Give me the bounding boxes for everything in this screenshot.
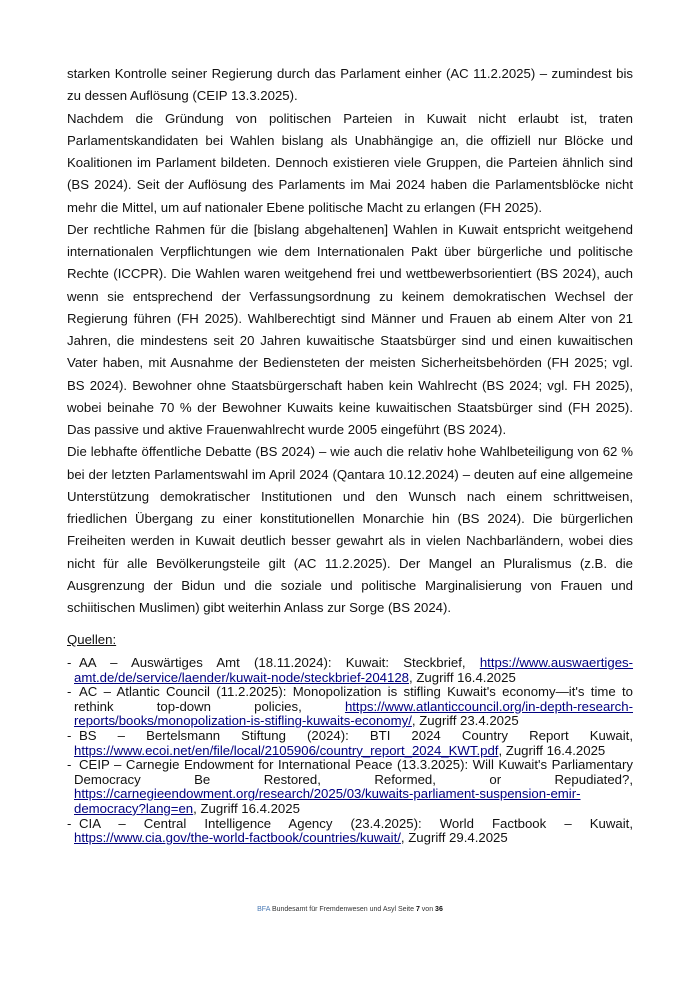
paragraph: Der rechtliche Rahmen für die [bislang abgehaltenen] Wahlen in Kuwait entspricht weitgehend internationalen Verpflichtungen wie dem Internationalen Pakt über bürgerliche und politische Rechte (ICCPR). Die Wahlen waren weitgehend frei und wettbewerbsorientiert (BS 2024), auch wenn sie entsprechend der Verfassungsordnung zu keinem demokratischen Wechsel der Regierung führen (FH 2025). Wahlberechtigt sind Männer und Frauen ab einem Alter von 21 Jahren, die mindestens seit 20 Jahren kuwaitische Staatsbürger sind und einen kuwaitischen Vater haben, mit Ausnahme der Bediensteten der meisten Sicherheitsbehörden (FH 2025; vgl. BS 2024). Bewohner ohne Staatsbürgerschaft haben kein Wahlrecht (BS 2024; vgl. FH 2025), wobei beinahe 70 % der Bewohner Kuwaits keine kuwaitischen Staatsbürger sind (FH 2025). Das passive und aktive Frauenwahlrecht wurde 2005 eingeführt (BS 2024). <box>67 221 633 437</box>
source-access-date: , Zugriff 16.4.2025 <box>498 742 606 758</box>
source-link[interactable]: https://carnegieendowment.org/research/2025/03/kuwaits-parliament-suspension-emir-democracy?lang=en <box>74 786 581 816</box>
bullet-dash: - <box>67 655 72 670</box>
source-access-date: , Zugriff 16.4.2025 <box>193 800 300 816</box>
source-item <box>67 817 633 846</box>
source-link[interactable]: https://www.atlanticcouncil.org/in-depth-research-reports/books/monopolization-is-stifling-kuwaits-economy/ <box>74 698 633 729</box>
source-citation: CEIP – Carnegie Endowment for International Peace (13.3.2025): Will Kuwait's Parliamentary Democracy Be Restored, Reformed, or Repudiated?, <box>74 757 633 787</box>
bullet-dash: - <box>67 815 72 831</box>
source-access-date: , Zugriff 23.4.2025 <box>411 713 519 729</box>
source-access-date: , Zugriff 16.4.2025 <box>409 669 516 685</box>
page-footer <box>0 906 700 913</box>
source-item <box>67 758 633 816</box>
source-citation: CIA – Central Intelligence Agency (23.4.2025): World Factbook – Kuwait, <box>79 815 633 831</box>
source-link[interactable]: https://www.cia.gov/the-world-factbook/countries/kuwait/ <box>74 830 401 846</box>
bullet-dash: - <box>67 757 72 773</box>
footer-page-total: 36 <box>435 906 443 913</box>
source-access-date: , Zugriff 29.4.2025 <box>400 830 508 846</box>
footer-org-name: Bundesamt für Fremdenwesen und Asyl <box>271 906 397 913</box>
footer-page-current: 7 <box>415 906 420 913</box>
paragraph: Die lebhafte öffentliche Debatte (BS 2024) – wie auch die relativ hohe Wahlbeteiligung von 62 % bei der letzten Parlamentswahl im April 2024 (Qantara 10.12.2024) – deuten auf eine allgemeine Unterstützung demokratischer Institutionen und den Wunsch nach einem schrittweisen, friedlichen Übergang zu einer konstitutionellen Monarchie hin (BS 2024). Die bürgerlichen Freiheiten werden in Kuwait deutlich besser gewahrt als in vielen Nachbarländern, wobei dies nicht für alle Bevölkerungsteile gilt (AC 11.2.2025). Der Mangel an Pluralismus (z.B. die Ausgrenzung der Bidun und die soziale und politische Marginalisierung von Frauen und schiitischen Muslimen) gibt weiterhin Anlass zur Sorge (BS 2024). <box>67 444 633 615</box>
source-link[interactable]: https://www.auswaertiges-amt.de/de/service/laender/kuwait-node/steckbrief-204128 <box>74 655 634 685</box>
source-item <box>67 729 633 758</box>
source-citation: BS – Bertelsmann Stiftung (2024): BTI 2024 Country Report Kuwait, <box>79 727 633 743</box>
paragraph: Nachdem die Gründung von politischen Parteien in Kuwait nicht erlaubt ist, traten Parlamentskandidaten bei Wahlen bislang als Unabhängige an, die offiziell nur Blöcke und Koalitionen im Parlament bildeten. Dennoch existieren viele Gruppen, die Parteien ähnlich sind (BS 2024). Seit der Auflösung des Parlaments im Mai 2024 haben die Parlamentsblöcke nicht mehr die Mittel, um auf nationaler Ebene politische Macht zu erlangen (FH 2025). <box>67 110 633 215</box>
paragraph: starken Kontrolle seiner Regierung durch das Parlament einher (AC 11.2.2025) – zumindest bis zu dessen Auflösung (CEIP 13.3.2025). <box>67 66 633 104</box>
bfa-logo: BFA <box>257 906 270 913</box>
source-item <box>67 656 633 685</box>
sources-heading: Quellen: <box>67 632 117 647</box>
footer-page-sep: von <box>421 906 434 913</box>
body-text <box>67 63 633 619</box>
source-item <box>67 685 633 729</box>
sources-list <box>67 656 633 846</box>
source-link[interactable]: https://www.ecoi.net/en/file/local/2105906/country_report_2024_KWT.pdf <box>74 742 499 758</box>
source-citation: AA – Auswärtiges Amt (18.11.2024): Kuwait: Steckbrief, <box>79 655 466 670</box>
footer-page-label: Seite <box>398 906 414 913</box>
bullet-dash: - <box>67 727 72 743</box>
source-citation: AC – Atlantic Council (11.2.2025): Monopolization is stifling Kuwait's economy—it's time to rethink top-down policies, <box>74 684 633 714</box>
bullet-dash: - <box>67 684 72 700</box>
